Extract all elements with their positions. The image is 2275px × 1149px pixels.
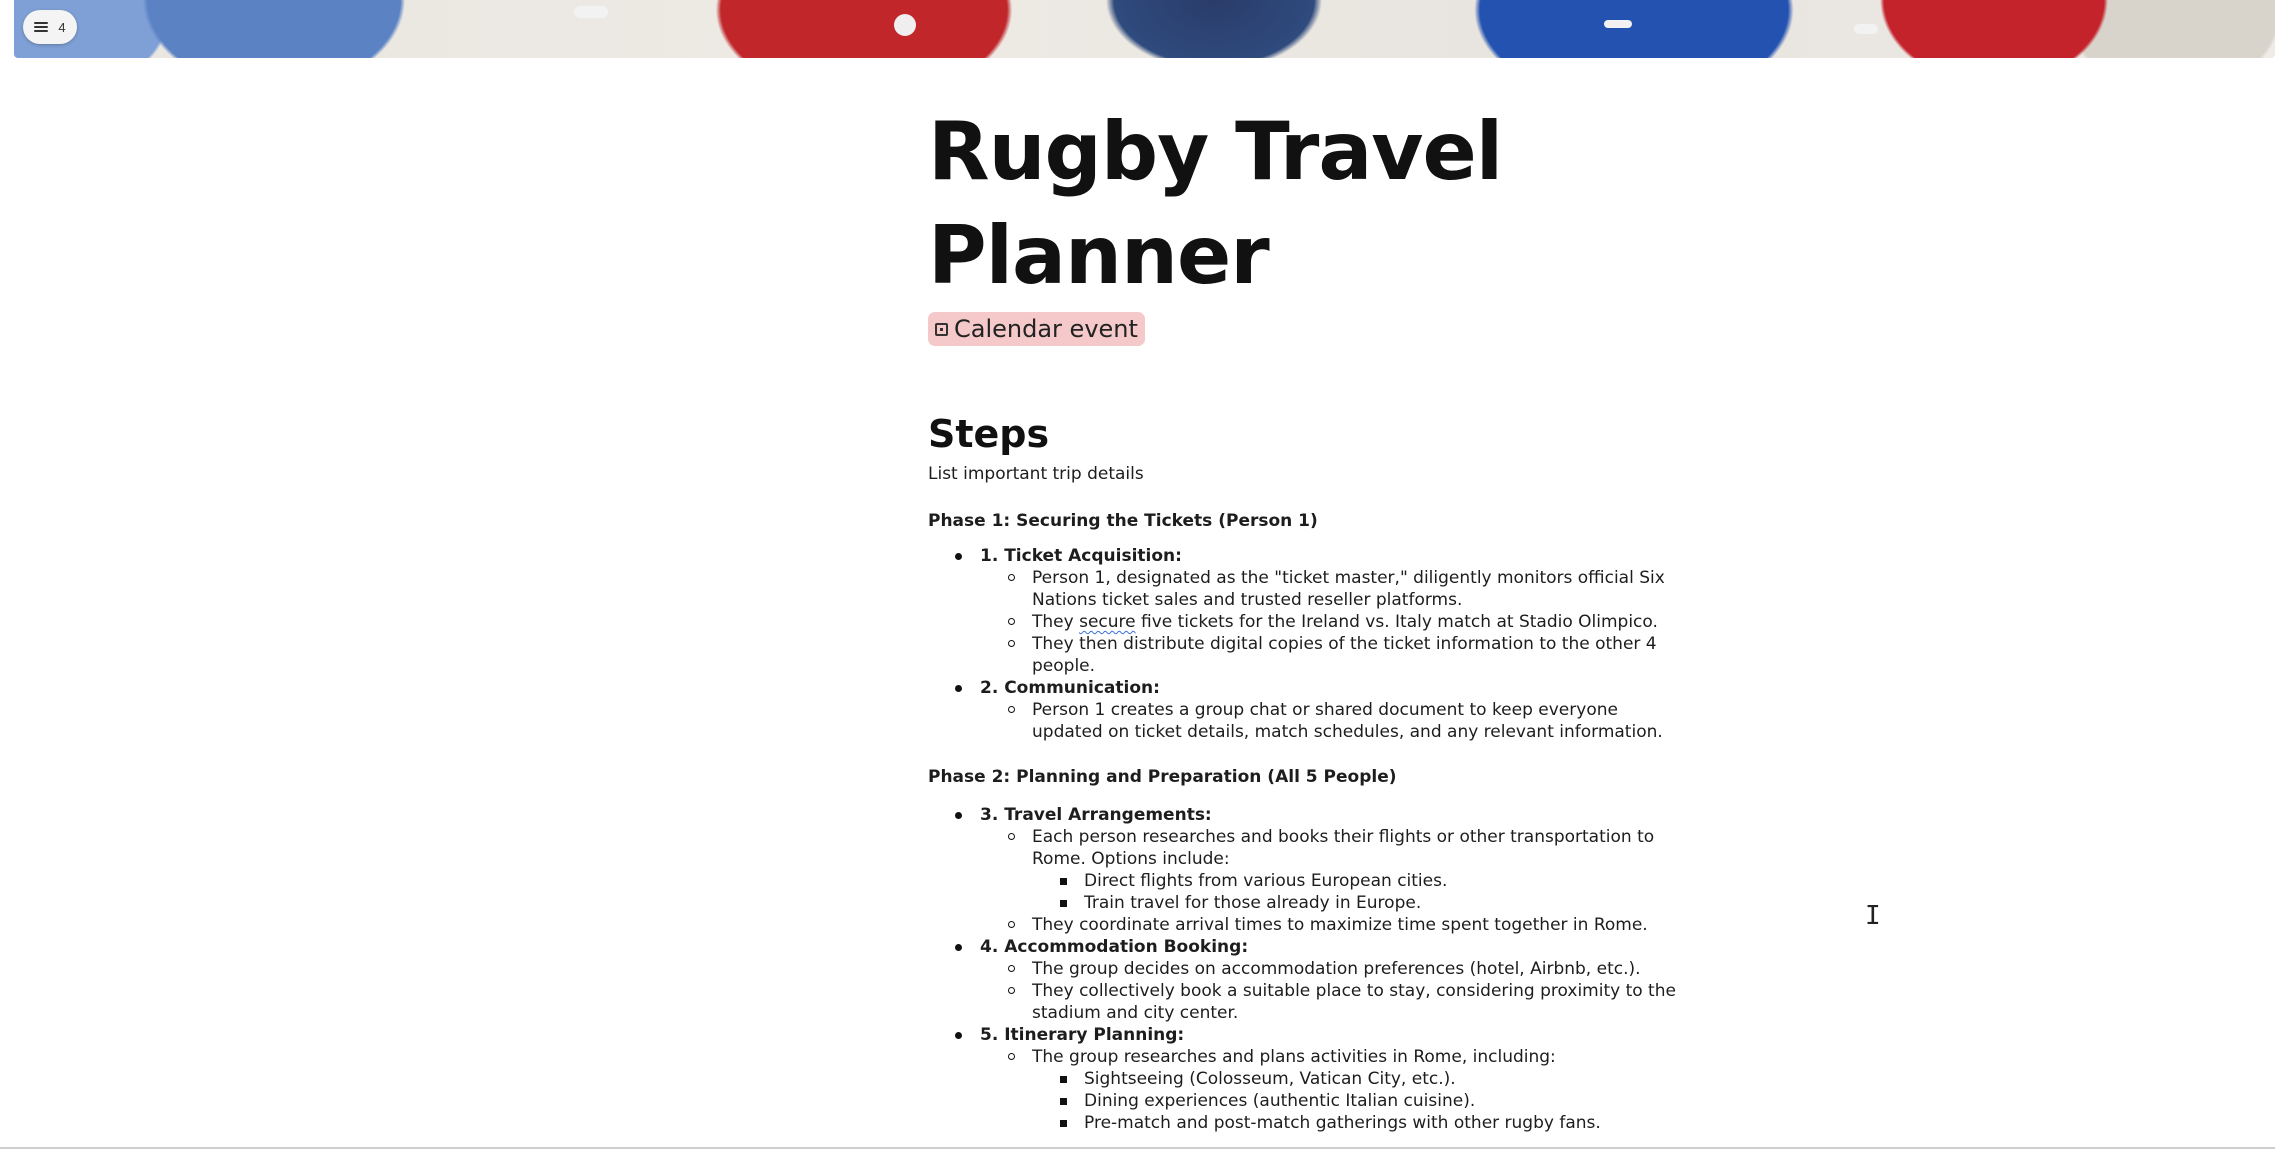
item-text: The group researches and plans activities in Rome, including: bbox=[1032, 1047, 1556, 1067]
text-span: five tickets for the Ireland vs. Italy match at Stadio Olimpico. bbox=[1135, 612, 1658, 632]
list-item[interactable]: Direct flights from various European cities. bbox=[928, 870, 1688, 892]
list-item[interactable]: The group decides on accommodation preferences (hotel, Airbnb, etc.). bbox=[928, 958, 1688, 980]
step-heading: 3. Travel Arrangements: bbox=[980, 805, 1212, 825]
calendar-icon bbox=[935, 323, 948, 336]
list-item[interactable] bbox=[928, 1046, 1688, 1134]
page-title[interactable]: Rugby Travel Planner bbox=[928, 105, 1503, 302]
toc-count: 4 bbox=[58, 19, 66, 35]
step-heading: 4. Accommodation Booking: bbox=[980, 937, 1249, 957]
list-item[interactable] bbox=[928, 677, 1688, 743]
spellcheck-word[interactable]: secure bbox=[1079, 612, 1136, 632]
list-item[interactable]: They collectively book a suitable place to stay, considering proximity to the stadium and city center. bbox=[928, 980, 1688, 1024]
phase-heading[interactable]: Phase 1: Securing the Tickets (Person 1) bbox=[928, 511, 1318, 531]
item-text: Each person researches and books their flights or other transportation to Rome. Options include: bbox=[1032, 827, 1655, 869]
dice-pip bbox=[894, 14, 916, 36]
list-item[interactable] bbox=[928, 826, 1688, 914]
step-heading: 2. Communication: bbox=[980, 678, 1160, 698]
step-heading: 5. Itinerary Planning: bbox=[980, 1025, 1185, 1045]
dice-pip bbox=[1604, 20, 1632, 28]
text-span: They bbox=[1032, 612, 1080, 632]
section-heading[interactable]: Steps bbox=[928, 412, 1050, 456]
list-item[interactable]: Sightseeing (Colosseum, Vatican City, etc.). bbox=[928, 1068, 1688, 1090]
list-item[interactable] bbox=[928, 936, 1688, 1024]
cover-image-banner bbox=[14, 0, 2275, 58]
table-of-contents-button[interactable] bbox=[23, 10, 77, 44]
intro-text[interactable]: List important trip details bbox=[928, 464, 1144, 484]
phase1-list bbox=[928, 545, 1688, 743]
document-body[interactable] bbox=[928, 100, 1688, 1134]
list-icon bbox=[34, 22, 48, 32]
dice-pip bbox=[1854, 24, 1878, 34]
phase-heading[interactable]: Phase 2: Planning and Preparation (All 5 People) bbox=[928, 767, 1397, 787]
list-item[interactable]: They then distribute digital copies of the ticket information to the other 4 people. bbox=[928, 633, 1688, 677]
calendar-event-chip[interactable] bbox=[928, 312, 1145, 346]
list-item[interactable]: Person 1 creates a group chat or shared document to keep everyone updated on ticket details, match schedules, and any relevant information. bbox=[928, 699, 1688, 743]
list-item[interactable]: They coordinate arrival times to maximize time spent together in Rome. bbox=[928, 914, 1688, 936]
text-cursor-icon: I bbox=[1865, 901, 1881, 931]
dice-pip bbox=[574, 6, 608, 18]
list-item[interactable] bbox=[928, 545, 1688, 677]
calendar-event-label: Calendar event bbox=[954, 315, 1138, 343]
phase2-list bbox=[928, 804, 1688, 1134]
list-item[interactable]: Dining experiences (authentic Italian cuisine). bbox=[928, 1090, 1688, 1112]
list-item[interactable] bbox=[928, 611, 1688, 633]
step-heading: 1. Ticket Acquisition: bbox=[980, 546, 1182, 566]
list-item[interactable] bbox=[928, 1024, 1688, 1134]
list-item[interactable] bbox=[928, 804, 1688, 936]
list-item[interactable]: Person 1, designated as the "ticket master," diligently monitors official Six Nations ticket sales and trusted reseller platforms. bbox=[928, 567, 1688, 611]
list-item[interactable]: Pre-match and post-match gatherings with other rugby fans. bbox=[928, 1112, 1688, 1134]
list-item[interactable]: Train travel for those already in Europe. bbox=[928, 892, 1688, 914]
